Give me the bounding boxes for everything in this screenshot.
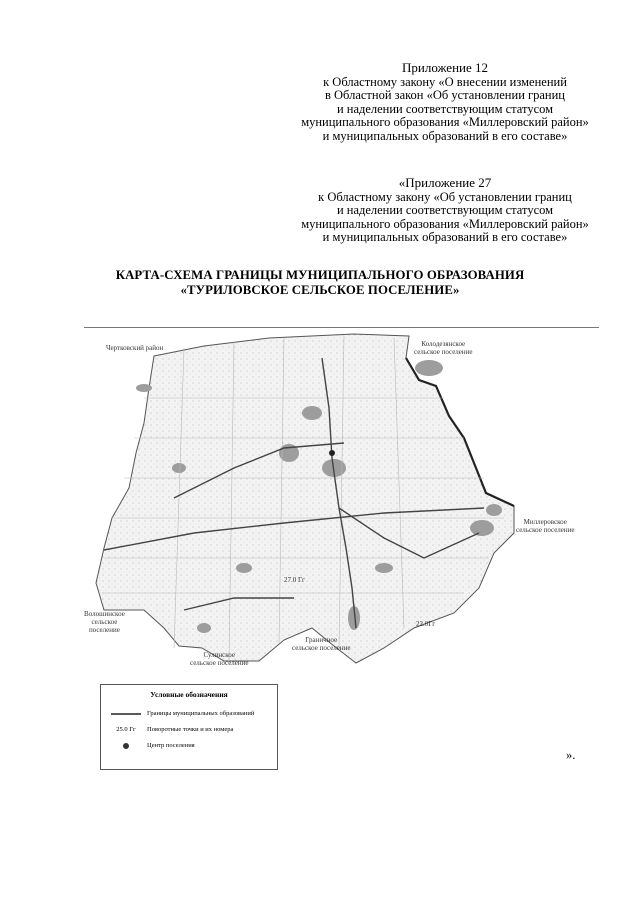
legend-label: Центр поселения <box>147 742 195 749</box>
legend-item-center <box>101 741 277 751</box>
appendix-27-line: и муниципальных образований в его составе» <box>322 230 568 245</box>
map-title-line-2: «ТУРИЛОВСКОЕ СЕЛЬСКОЕ ПОСЕЛЕНИЕ» <box>180 283 460 297</box>
legend-label: Границы муниципальных образований <box>147 710 255 717</box>
label-sulinskoe <box>190 651 249 667</box>
appendix-27-line: к Областному закону «Об установлении границ <box>318 189 572 204</box>
boundary-map <box>84 328 600 675</box>
appendix-27-line: и наделении соответствующим статусом <box>336 203 554 218</box>
label-line: сельское поселение <box>516 526 575 534</box>
label-voloshinskoe <box>84 610 125 634</box>
label-line: Волошинское <box>84 610 125 618</box>
label-line: Сулинское <box>203 651 236 659</box>
appendix-12-line: к Областному закону «О внесении изменений <box>323 74 567 89</box>
appendix-12-heading: Приложение 12 <box>401 60 489 75</box>
label-granichnoe <box>292 636 351 652</box>
settlement-dot-icon <box>111 741 141 751</box>
appendix-27-heading: «Приложение 27 <box>398 175 492 190</box>
legend-title: Условные обозначения <box>150 690 228 699</box>
label-kolodeznoe <box>414 340 473 356</box>
label-line: сельское <box>91 618 118 626</box>
point-mark: 22.0Гг <box>416 620 436 628</box>
point-number-icon: 25.0 Гг <box>116 726 136 733</box>
map-legend <box>100 684 278 770</box>
appendix-12-line: и наделении соответствующим статусом <box>336 101 554 116</box>
legend-item-boundary <box>101 709 277 719</box>
label-millerovskoe <box>516 518 575 534</box>
label-line: поселение <box>88 626 120 634</box>
label-line: Колодезянское <box>421 340 466 348</box>
label-line: Миллеровское <box>523 518 567 526</box>
appendix-12-line: в Областной закон «Об установлении границ <box>324 88 565 103</box>
appendix-12-line: муниципального образования «Миллеровский район» <box>301 115 589 130</box>
appendix-12-header <box>290 61 600 144</box>
map-title-line-1: КАРТА-СХЕМА ГРАНИЦЫ МУНИЦИПАЛЬНОГО ОБРАЗОВАНИЯ <box>115 268 525 282</box>
label-line: сельское поселение <box>414 348 473 356</box>
legend-label: Поворотные точки и их номера <box>147 726 234 733</box>
boundary-line-icon <box>111 709 141 719</box>
closing-mark: ». <box>566 748 576 762</box>
appendix-27-line: муниципального образования «Миллеровский район» <box>301 216 589 231</box>
map-title <box>40 268 600 298</box>
point-mark: 27.0 Гг <box>284 576 305 584</box>
label-chertkovsky: Чертковский район <box>106 344 164 352</box>
settlement-center-dot <box>329 450 335 456</box>
label-line: сельское поселение <box>190 659 249 667</box>
legend-item-turn-points <box>101 725 277 735</box>
map-drawing <box>84 328 600 675</box>
label-line: Граничное <box>305 636 338 644</box>
appendix-27-header <box>290 176 600 245</box>
label-line: сельское поселение <box>292 644 351 652</box>
territory-area <box>96 334 514 663</box>
appendix-12-line: и муниципальных образований в его составе» <box>322 128 568 143</box>
